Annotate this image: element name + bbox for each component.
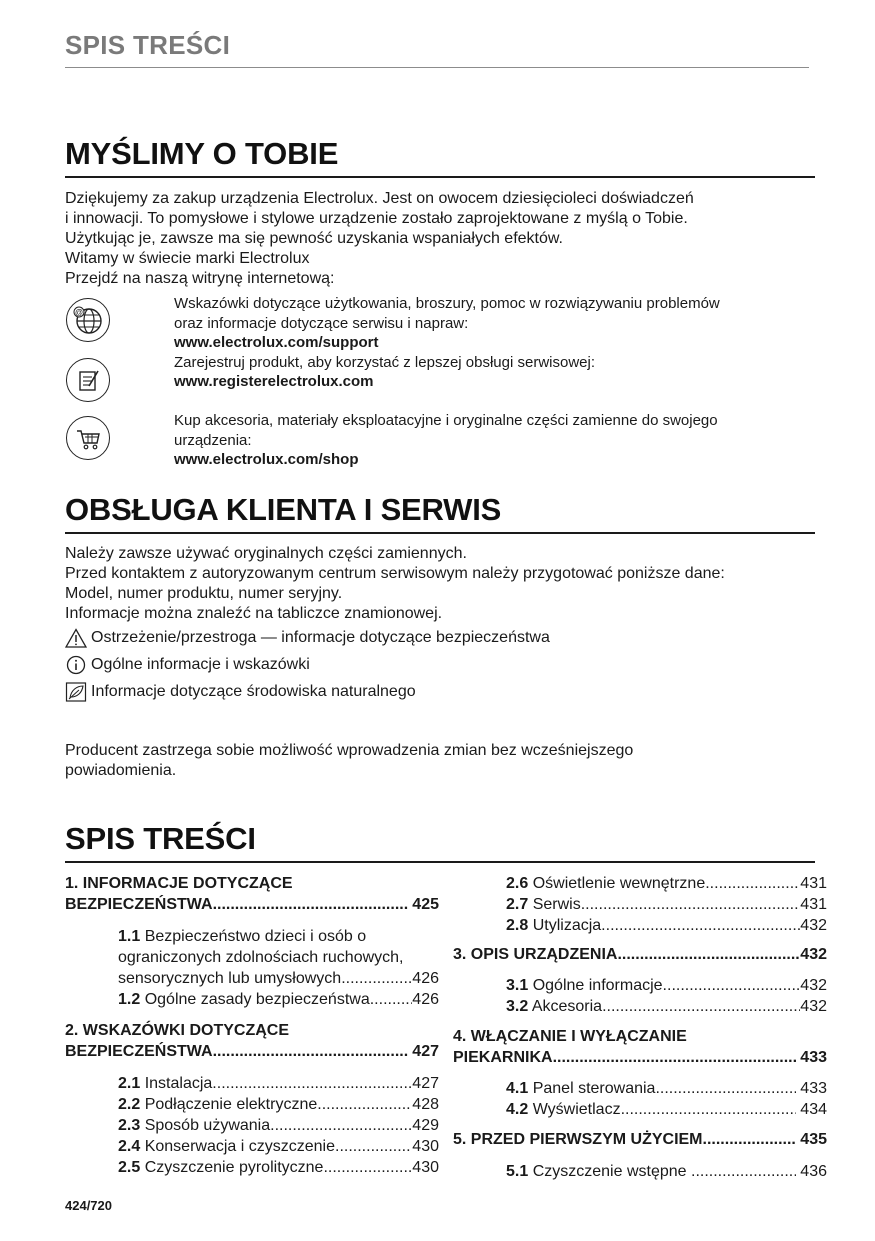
toc-right-column [453, 873, 827, 1182]
support-info [174, 294, 720, 392]
toc-item-3-2[interactable] [506, 996, 827, 1017]
register-text: Zarejestruj produkt, aby korzystać z lepszej obsługi serwisowej: [174, 353, 596, 371]
toc-item-number: 2.1 [118, 1075, 141, 1092]
toc-item-title-cont: sensorycznych lub umysłowych [118, 970, 342, 987]
svg-text:@: @ [75, 308, 83, 317]
header-divider [65, 67, 809, 68]
toc-divider [65, 861, 815, 863]
toc-item-number: 1.1 [118, 928, 141, 945]
support-text-2: oraz informacje dotyczące serwisu i napraw: [174, 314, 469, 332]
toc-item-number: 5.1 [506, 1163, 529, 1180]
toc-page-number: 432 [800, 946, 827, 963]
toc-item-title: Konserwacja i czyszczenie [144, 1138, 335, 1155]
toc-item-title: Akcesoria [531, 998, 603, 1015]
toc-section-2[interactable] [65, 1020, 439, 1062]
globe-icon [66, 298, 110, 342]
toc-item-title: Bezpieczeństwo dzieci i osób o [144, 928, 367, 945]
toc-item-title: Ogólne zasady bezpieczeństwa [144, 991, 370, 1008]
legend-environment [65, 682, 416, 702]
toc-page-number: 430 [412, 1138, 439, 1155]
page-number: 424/720 [65, 1198, 112, 1213]
toc-section-4[interactable] [453, 1026, 827, 1068]
warning-icon [65, 628, 87, 648]
toc-item-1-2[interactable] [118, 989, 439, 1010]
service-line: Model, numer produktu, numer seryjny. [65, 585, 343, 602]
toc-item-number: 2.4 [118, 1138, 141, 1155]
toc-section-1-title: 1. INFORMACJE DOTYCZĄCE [65, 875, 293, 892]
legend-environment-text: Informacje dotyczące środowiska naturalnego [91, 683, 416, 700]
toc-item-number: 2.8 [506, 917, 529, 934]
toc-item-2-8[interactable] [506, 915, 827, 936]
toc-item-number: 2.3 [118, 1117, 141, 1134]
toc-section-2-title: 2. WSKAZÓWKI DOTYCZĄCE [65, 1022, 289, 1039]
toc-section-5-title: 5. PRZED PIERWSZYM UŻYCIEM [453, 1131, 703, 1148]
toc-item-title: Oświetlenie wewnętrzne [532, 875, 706, 892]
toc-item-title: Podłączenie elektryczne [144, 1096, 318, 1113]
toc-item-title: Sposób używania [144, 1117, 271, 1134]
toc-item-title: Czyszczenie pyrolityczne [144, 1159, 324, 1176]
toc-item-number: 2.7 [506, 896, 529, 913]
toc-item-number: 2.2 [118, 1096, 141, 1113]
about-line: Witamy w świecie marki Electrolux [65, 250, 310, 267]
toc-item-2-4[interactable] [118, 1136, 439, 1157]
about-line: Przejdź na naszą witrynę internetową: [65, 270, 335, 287]
toc-page-number: 432 [800, 917, 827, 934]
legend-info [65, 655, 310, 675]
toc-item-title: Panel sterowania [532, 1080, 656, 1097]
toc-section-2-title-cont: BEZPIECZEŃSTWA [65, 1043, 213, 1060]
toc-item-number: 3.1 [506, 977, 529, 994]
register-icon [66, 358, 110, 402]
service-text [65, 544, 725, 624]
notice-line: powiadomienia. [65, 762, 177, 779]
toc-item-title: Ogólne informacje [532, 977, 663, 994]
toc-page-number: 431 [800, 875, 827, 892]
service-line: Informacje można znaleźć na tabliczce znamionowej. [65, 605, 443, 622]
toc-section-1[interactable] [65, 873, 439, 915]
toc-item-number: 2.6 [506, 875, 529, 892]
cart-icon [66, 416, 110, 460]
shop-link[interactable]: www.electrolux.com/shop [174, 451, 359, 468]
about-line: Dziękujemy za zakup urządzenia Electrolux. Jest on owocem dziesięcioleci doświadczeń [65, 190, 694, 207]
shop-text-2: urządzenia: [174, 431, 252, 449]
about-divider [65, 176, 815, 178]
info-icon [65, 655, 87, 675]
service-line: Należy zawsze używać oryginalnych części zamiennych. [65, 545, 467, 562]
toc-page-number: 436 [800, 1163, 827, 1180]
toc-item-number: 4.2 [506, 1101, 529, 1118]
leaf-icon [65, 682, 87, 702]
toc-page-number: 433 [800, 1049, 827, 1066]
toc-item-title: Utylizacja [532, 917, 602, 934]
toc-page-number: 425 [412, 896, 439, 913]
toc-page-number: 431 [800, 896, 827, 913]
toc-item-2-2[interactable] [118, 1094, 439, 1115]
shop-info [174, 411, 718, 470]
toc-item-title: Serwis [532, 896, 581, 913]
legend-warning [65, 628, 550, 648]
toc-item-2-6[interactable] [506, 873, 827, 894]
notice-line: Producent zastrzega sobie możliwość wprowadzenia zmian bez wcześniejszego [65, 742, 634, 759]
toc-page-number: 434 [800, 1101, 827, 1118]
shop-text-1: Kup akcesoria, materiały eksploatacyjne i oryginalne części zamienne do swojego [174, 412, 718, 429]
toc-item-2-3[interactable] [118, 1115, 439, 1136]
toc-item-4-1[interactable] [506, 1078, 827, 1099]
about-heading: MYŚLIMY O TOBIE [65, 136, 339, 171]
toc-page-number: 429 [412, 1117, 439, 1134]
support-text-1: Wskazówki dotyczące użytkowania, broszury, pomoc w rozwiązywaniu problemów [174, 295, 720, 312]
toc-page-number: 426 [412, 991, 439, 1008]
toc-item-title-cont: ograniczonych zdolnościach ruchowych, [118, 949, 404, 966]
toc-item-title: Wyświetlacz [532, 1101, 621, 1118]
toc-item-2-1[interactable] [118, 1073, 439, 1094]
toc-item-number: 2.5 [118, 1159, 141, 1176]
toc-left-column [65, 873, 439, 1178]
toc-item-2-7[interactable] [506, 894, 827, 915]
toc-item-title: Instalacja [144, 1075, 213, 1092]
toc-section-3[interactable] [453, 944, 827, 965]
toc-page-number: 427 [412, 1075, 439, 1092]
toc-page-number: 427 [412, 1043, 439, 1060]
legend-warning-text: Ostrzeżenie/przestroga — informacje dotyczące bezpieczeństwa [91, 629, 550, 646]
service-heading: OBSŁUGA KLIENTA I SERWIS [65, 492, 502, 527]
toc-item-number: 1.2 [118, 991, 141, 1008]
toc-section-4-title: 4. WŁĄCZANIE I WYŁĄCZANIE [453, 1028, 687, 1045]
toc-item-2-5[interactable] [118, 1157, 439, 1178]
toc-section-5[interactable] [453, 1129, 827, 1150]
toc-page-number: 426 [412, 970, 439, 987]
toc-page-number: 428 [412, 1096, 439, 1113]
toc-page-number: 433 [800, 1080, 827, 1097]
toc-section-3-title: 3. OPIS URZĄDZENIA [453, 946, 618, 963]
about-line: Użytkując je, zawsze ma się pewność uzyskania wspaniałych efektów. [65, 230, 563, 247]
toc-section-1-title-cont: BEZPIECZEŃSTWA [65, 896, 213, 913]
toc-heading: SPIS TREŚCI [65, 821, 256, 856]
toc-item-3-1[interactable] [506, 975, 827, 996]
toc-page-number: 435 [800, 1131, 827, 1148]
change-notice [65, 741, 633, 781]
about-line: i innowacji. To pomysłowe i stylowe urządzenie zostało zaprojektowane z myślą o Tobie. [65, 210, 688, 227]
toc-section-4-title-cont: PIEKARNIKA [453, 1049, 553, 1066]
toc-page-number: 432 [800, 977, 827, 994]
support-link[interactable]: www.electrolux.com/support [174, 334, 379, 351]
toc-page-number: 430 [412, 1159, 439, 1176]
legend-info-text: Ogólne informacje i wskazówki [91, 656, 310, 673]
about-text [65, 189, 694, 289]
toc-item-4-2[interactable] [506, 1099, 827, 1120]
page-header-title: SPIS TREŚCI [65, 30, 231, 60]
toc-item-title: Czyszczenie wstępne [532, 1163, 687, 1180]
service-divider [65, 532, 815, 534]
toc-item-5-1[interactable] [506, 1161, 827, 1182]
toc-item-number: 4.1 [506, 1080, 529, 1097]
toc-page-number: 432 [800, 998, 827, 1015]
toc-item-1-1[interactable] [118, 926, 439, 989]
service-line: Przed kontaktem z autoryzowanym centrum serwisowym należy przygotować poniższe dane: [65, 565, 725, 582]
toc-item-number: 3.2 [506, 998, 529, 1015]
register-link[interactable]: www.registerelectrolux.com [174, 373, 374, 390]
